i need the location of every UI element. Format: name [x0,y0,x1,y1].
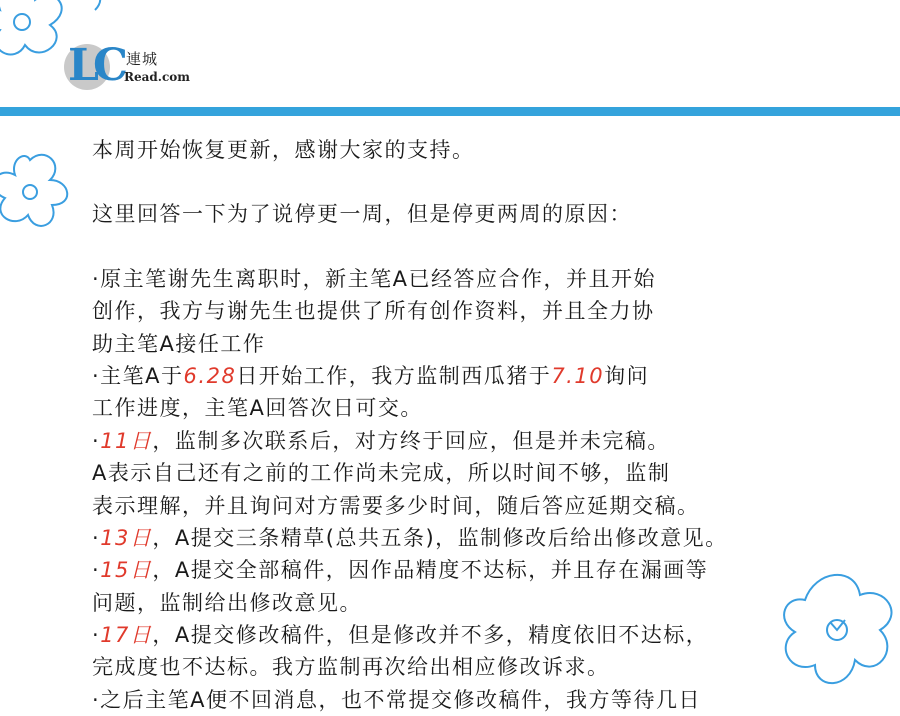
item-5-line-2: 问题，监制给出修改意见。 [92,590,362,615]
logo-chinese-text: 連城 [126,50,159,68]
item-2-line-1 [92,360,892,392]
item-2-line-2: 工作进度，主笔A回答次日可交。 [92,396,423,421]
item-5-line-1 [92,554,892,586]
item-1-line-2: 创作，我方与谢先生也提供了所有创作资料，并且全力协 [92,299,655,324]
item-2-suffix: 询问 [604,363,650,388]
item-6-line-1 [92,619,892,651]
intro-line: 本周开始恢复更新，感谢大家的支持。 [92,138,475,162]
item-3-line-2: A表示自己还有之前的工作尚未完成，所以时间不够，监制 [92,461,671,486]
item-5-bullet: · [92,558,101,583]
item-5-text: ，A提交全部稿件，因作品精度不达标，并且存在漏画等 [152,558,709,583]
item-1-line-1: ·原主笔谢先生离职时，新主笔A已经答应合作，并且开始 [92,266,657,291]
item-3-line-1 [92,425,892,457]
flower-left-decoration [0,150,80,240]
item-2-start-date: 6.28 [183,363,237,388]
header-divider [0,107,900,116]
item-4-line-1 [92,522,892,554]
item-7-line-1: ·之后主笔A便不回消息，也不常提交修改稿件，我方等待几日 [92,687,702,712]
logo-english-text: Read.com [124,70,190,84]
item-4-date: 13日 [100,525,153,550]
item-4-text: ，A提交三条精草(总共五条)，监制修改后给出修改意见。 [152,525,728,550]
announcement-body [92,134,892,716]
item-6-line-2: 完成度也不达标。我方监制再次给出相应修改诉求。 [92,655,610,680]
item-3-text: ，监制多次联系后，对方终于回应，但是并未完稿。 [152,428,670,453]
item-6-bullet: · [92,623,101,648]
item-4-bullet: · [92,525,101,550]
item-2-prefix: ·主笔A于 [92,363,184,388]
site-logo[interactable] [62,38,192,94]
item-6-text: ，A提交修改稿件，但是修改并不多，精度依旧不达标， [152,623,709,648]
question-line: 这里回答一下为了说停更一周，但是停更两周的原因： [92,202,632,227]
item-1-line-3: 助主笔A接任工作 [92,331,266,356]
item-5-date: 15日 [100,558,153,583]
item-2-middle: 日开始工作，我方监制西瓜猪于 [236,363,552,388]
item-3-date: 11日 [100,428,153,453]
item-2-check-date: 7.10 [551,363,605,388]
item-6-date: 17日 [100,623,153,648]
item-3-bullet: · [92,428,101,453]
item-3-line-3: 表示理解，并且询问对方需要多少时间，随后答应延期交稿。 [92,493,700,518]
logo-letters: LC [68,40,122,91]
